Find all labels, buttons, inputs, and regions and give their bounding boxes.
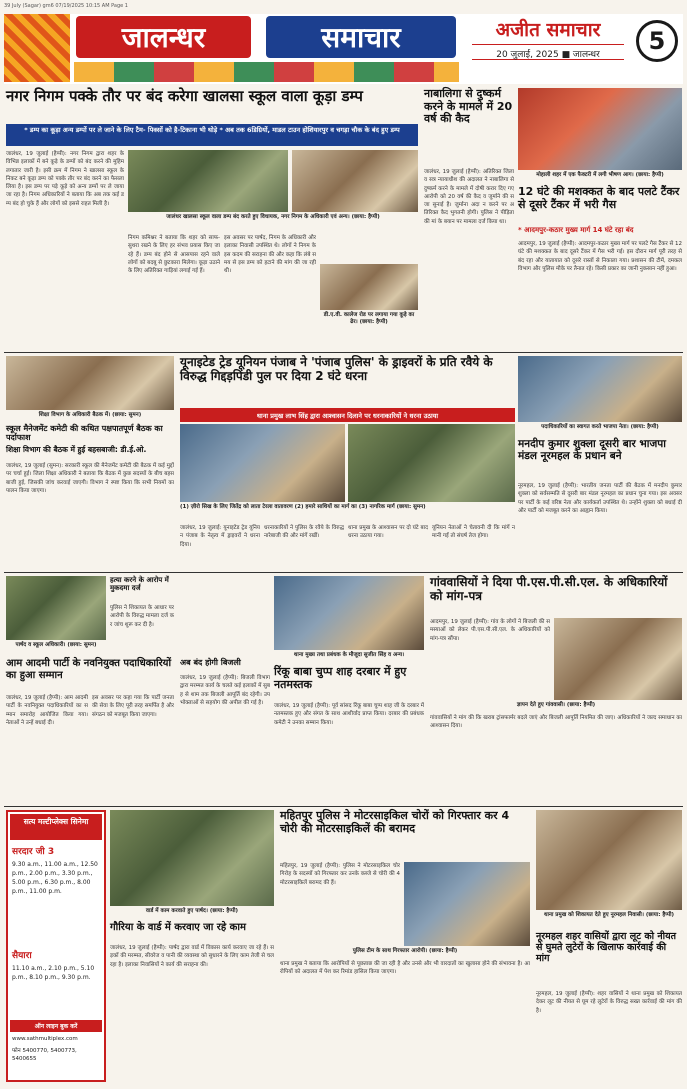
rinku-body: जालंधर, 19 जुलाई (हैप्पी): पूर्व सांसद रिंकू बाबा चुप्प शाह जी के दरबार में नतमस्तक हुए और संगत के साथ आशीर्वाद प्राप्त किया। दरबार की प्रबंधक कमेटी ने उनका सम्मान किया। bbox=[274, 703, 424, 726]
masthead-color-strip bbox=[74, 62, 459, 82]
paper-name: अजीत समाचार bbox=[495, 19, 601, 41]
cinema-advert bbox=[6, 810, 106, 1082]
sports-photo bbox=[6, 576, 106, 640]
lead-subhead: * डम्प का कूड़ा अन्य डम्पों पर ले जाने के लिए टैम- पिक्सों को है-टिकाना भी थोड़े * अब तक 6डिग्रियों, माडल टाउन होशियारपुर व चगड़ा चौक के बंद हुए डम्प bbox=[6, 124, 418, 146]
section-divider bbox=[4, 352, 683, 353]
lead-body-col1: जालंधर, 19 जुलाई (हैप्पी): नगर निगम द्वारा शहर के विभिन्न इलाकों में बने कूड़े के डम्पों को बंद करने की मुहिम लगातार जारी है। इसी क्रम में निगम ने खालसा स्कूल के निकट बने कूड़ा डम्प को पक्के तौर पर बंद करने का फैसला लिया है। इस डम्प पर पड़े कूड़े को अन्य डम्पों पर ले जाया जा रहा है। निगम अधिकारियों ने बताया कि अब तक कई डम्प बंद हो चुके हैं और लोगों को इससे राहत मिली है। bbox=[6, 151, 124, 207]
masthead bbox=[4, 14, 683, 84]
unions-bar: थाना प्रमुख लाभ सिंह द्वारा आश्वासन दिलाने पर धरनाकारियों ने धरना उठाया bbox=[180, 408, 515, 422]
court-headline: नाबालिगा से दुष्कर्म करने के मामले में 20 वर्ष की कैद bbox=[424, 87, 513, 126]
school-headline: स्कूल मैनेजमेंट कमेटी की कथित पक्षपातपूर्ण बैठक का पर्दाफाश bbox=[6, 424, 163, 443]
noormahal-photo bbox=[536, 810, 682, 910]
section-divider-3 bbox=[4, 806, 683, 807]
fire-subhead: * आदमपुर-कठार मुख्य मार्ग 14 घंटे रहा बंद bbox=[518, 226, 634, 234]
power-headline: अब बंद होगी बिजली bbox=[180, 658, 241, 667]
dump-caption: डी.ए.वी. कालेज रोड पर लगाया गया कूड़े का ढेर। (छाया: हैप्पी) bbox=[323, 312, 415, 326]
unions-body-3: थाना प्रमुख के आश्वासन पर दो घंटे बाद धरना उठाया गया। bbox=[348, 525, 428, 540]
case-body: पुलिस ने शिकायत के आधार पर आरोपी के विरुद्ध मामला दर्ज कर जांच शुरू कर दी है। bbox=[110, 605, 174, 628]
case-headline: हत्या करने के आरोप में मुकदमा दर्ज bbox=[110, 576, 169, 593]
lead-photo-2 bbox=[292, 150, 418, 212]
villagers-photo bbox=[554, 618, 682, 700]
cinema-website[interactable]: www.sathmultiplex.com bbox=[12, 1036, 78, 1042]
gaushala-body: जालंधर, 19 जुलाई (हैप्पी): पार्षद द्वारा वार्ड में विकास कार्य करवाए जा रहे हैं। सड़कों की मरम्मत, सीवरेज व पानी की व्यवस्था को सुधारने के लिए काम तेजी से चल रहा है। इलाका निवासियों ने कार्य की सराहना की। bbox=[110, 945, 274, 968]
fire-body: आदमपुर, 19 जुलाई (हैप्पी): आदमपुर-कठार मुख्य मार्ग पर पलटे गैस टैंकर से 12 घंटे की मशक्कत के बाद दूसरे टैंकर में गैस भरी गई। इस दौरान मार्ग पूरी तरह से बंद रहा और यातायात को दूसरे रास्तों से निकाला गया। प्रशासन की टीमें, दमकल विभाग और पुलिस मौके पर तैनात रहे। किसी प्रकार का जानी नुकसान नहीं हुआ। bbox=[518, 241, 682, 272]
theft-caption: पुलिस टीम के साथ गिरफ्तार आरोपी। (छाया: हैप्पी) bbox=[352, 948, 458, 954]
villagers-caption: ज्ञापन देते हुए गांववासी। (छाया: हैप्पी) bbox=[516, 702, 596, 708]
rinku-caption: थाना मुख्य तथा प्रबंधक के मौजूदा सुजीत सिंह व अन्य। bbox=[293, 652, 405, 658]
aap-headline: आम आदमी पार्टी के नवनियुक्त पदाधिकारियों का हुआ सम्मान bbox=[6, 658, 172, 681]
fire-caption: मोहाली शहर में एक फैक्टरी में लगी भीषण आग। (छाया: हैप्पी) bbox=[536, 172, 664, 178]
date-line: 20 जुलाई, 2025 ■ जालन्धर bbox=[472, 44, 624, 60]
rinku-photo bbox=[274, 576, 424, 650]
masthead-ornament bbox=[4, 14, 70, 82]
print-slug: 39 July (Sagar) gm6 07/19/2025 10:15 AM Page 1 bbox=[4, 3, 128, 9]
sports-caption: पार्षद व स्कूल अधिकारी। (छाया: सुमन) bbox=[15, 642, 97, 648]
theft-body: महितपुर, 19 जुलाई (हैप्पी): पुलिस ने मोटरसाइकिल चोर गिरोह के सदस्यों को गिरफ्तार कर उनके कब्जे से चोरी की 4 मोटरसाइकिलें बरामद की हैं। bbox=[280, 863, 400, 886]
villagers-body: आदमपुर, 19 जुलाई (हैप्पी): गांव के लोगों ने बिजली की समस्याओं को लेकर पी.एस.पी.सी.एल. के अधिकारियों को मांग-पत्र सौंपा। bbox=[430, 619, 550, 642]
unions-photo-1 bbox=[180, 424, 345, 502]
court-body: जालंधर, 19 जुलाई (हैप्पी): अतिरिक्त जिला व सत्र न्यायाधीश की अदालत ने नाबालिगा से दुष्कर्म करने के मामले में दोषी करार दिए गए आरोपी को 20 वर्ष की कैद व जुर्माने की सजा सुनाई है। जुर्माना अदा न करने पर अतिरिक्त कैद भुगतनी होगी। पुलिस ने पीड़िता की मां के बयान पर मामला दर्ज किया था। bbox=[424, 169, 514, 225]
lead-body-col2: निगम कमिश्नर ने बताया कि शहर को साफ-सुथरा रखने के लिए हर संभव प्रयास किए जा रहे हैं। डम्प बंद होने से आसपास रहने वाले लोगों को बदबू से छुटकारा मिलेगा। कूड़ा उठाने के लिए अतिरिक्त गाड़ियां लगाई गई हैं। bbox=[128, 235, 220, 274]
unions-body-2: धरनाकारियों ने पुलिस के रवैये के विरुद्ध नारेबाजी की और मांगें रखीं। bbox=[264, 525, 344, 540]
unions-headline: यूनाइटेड ट्रेड यूनियन पंजाब ने 'पंजाब पुलिस' के ड्राइवरों के प्रति रवैये के विरुद्ध गिद्दड़पिंडी पुल पर दिया 2 घंटे धरना bbox=[180, 355, 493, 383]
aap-body-2: इस अवसर पर कहा गया कि पार्टी जनता की सेवा के लिए पूरी तरह समर्पित है और संगठन को मजबूत किया जाएगा। bbox=[92, 695, 174, 718]
bjp-body: नूरमहल, 19 जुलाई (हैप्पी): भारतीय जनता पार्टी की बैठक में मनदीप कुमार शुक्ला को सर्वसम्मति से दूसरी बार मंडल नूरमहल का प्रधान चुना गया। इस अवसर पर पार्टी के कई वरिष्ठ नेता और कार्यकर्ता उपस्थित थे। उन्होंने शुक्ला को बधाई दी और पार्टी को मजबूत करने का आह्वान किया। bbox=[518, 483, 682, 514]
bjp-photo bbox=[518, 356, 682, 422]
masthead-title-left: जालन्धर bbox=[76, 16, 251, 58]
bjp-headline: मनदीप कुमार शुक्ला दूसरी बार भाजपा मंडल नूरमहल के प्रधान बने bbox=[518, 438, 666, 463]
villagers-headline: गांववासियों ने दिया पी.एस.पी.सी.एल. के अधिकारियों को मांग-पत्र bbox=[430, 575, 668, 603]
unions-photo-caption: (1) ज़ीरो सिख के लिए जितेंद्र को लाता टेरला वातावरण (2) हमारे साथियों का मार्ग का (3) नागरिक मार्ग (छाया: सुमन) bbox=[180, 504, 426, 510]
theft-headline: महितपुर पुलिस ने मोटरसाइकिल चोरों को गिरफ्तार कर 4 चोरी की मोटरसाइकिलें की बरामद bbox=[280, 809, 510, 835]
lead-photo bbox=[128, 150, 288, 212]
lead-headline: नगर निगम पक्के तौर पर बंद करेगा खालसा स्कूल वाला कूड़ा डम्प bbox=[6, 87, 363, 105]
cinema-phone: फोन 5400770, 5400773, 5400655 bbox=[12, 1048, 77, 1062]
villagers-body-2: गांववासियों ने मांग की कि खराब ट्रांसफार्मर बदले जाएं और बिजली आपूर्ति नियमित की जाए। अधिकारियों ने जल्द समाधान का आश्वासन दिया। bbox=[430, 715, 682, 730]
section-divider-2 bbox=[4, 572, 683, 573]
bjp-caption: पदाधिकारियों का स्वागत करते भाजपा नेता। (छाया: हैप्पी) bbox=[541, 424, 659, 430]
rinku-headline: रिंकू बाबा चुप्प शाह दरबार में हुए नतमस्तक bbox=[274, 665, 407, 691]
masthead-title-right: समाचार bbox=[266, 16, 456, 58]
noormahal-body: नूरमहल, 19 जुलाई (हैप्पी): शहर वासियों ने थाना प्रमुख को शिकायत देकर लूट की नीयत से घूम रहे लुटेरों के विरुद्ध सख्त कार्रवाई की मांग की है। bbox=[536, 991, 682, 1014]
movie-2-title: सैयारा bbox=[12, 951, 32, 961]
school-subhead: शिक्षा विभाग की बैठक में हुई बहसबाजी: डी.ई.ओ. bbox=[6, 445, 147, 454]
lead-body-col3: इस अवसर पर पार्षद, निगम के अधिकारी और इलाका निवासी उपस्थित थे। लोगों ने निगम के इस कदम की सराहना की और कहा कि लंबे समय से इस डम्प को हटाने की मांग की जा रही थी। bbox=[224, 235, 316, 274]
aap-body: जालंधर, 19 जुलाई (हैप्पी): आम आदमी पार्टी के नवनियुक्त पदाधिकारियों का सम्मान समारोह आयोजित किया गया। नेताओं ने उन्हें बधाई दी। bbox=[6, 695, 88, 726]
booking-label: ऑन लाइन बुक करें bbox=[10, 1020, 102, 1032]
cinema-title: सत्य मल्टीप्लेक्स सिनेमा bbox=[10, 814, 102, 840]
lead-caption: जालंधर खालसा स्कूल वाला डम्प बंद करते हुए विधायक, नगर निगम के अधिकारी एवं अन्य। (छाया: हैप्पी) bbox=[166, 214, 380, 220]
fire-headline: 12 घंटे की मशक्कत के बाद पलटे टैंकर से दूसरे टैंकर में भरी गैस bbox=[518, 185, 680, 211]
school-caption: शिक्षा विभाग के अधिकारी बैठक में। (छाया: सुमन) bbox=[38, 412, 142, 418]
unions-body-1: जालंधर, 19 जुलाई: यूनाइटेड ट्रेड यूनियन पंजाब के नेतृत्व में ड्राइवरों ने धरना दिया। bbox=[180, 525, 260, 548]
noormahal-caption: थाना प्रमुख को शिकायत देते हुए नूरमहल निवासी। (छाया: हैप्पी) bbox=[543, 912, 675, 918]
page-number: 5 bbox=[636, 20, 678, 62]
noormahal-headline: नूरमहल शहर वासियों द्वारा लूट को नीयत से घुमते लुटेरों के खिलाफ कार्रवाई की मांग bbox=[536, 931, 677, 964]
dump-photo bbox=[320, 264, 418, 310]
theft-body-2: थाना प्रमुख ने बताया कि आरोपियों से पूछताछ की जा रही है और उनसे और भी वारदातों का खुलासा होने की संभावना है। आरोपियों को अदालत में पेश कर रिमांड हासिल किया जाएगा। bbox=[280, 961, 530, 976]
movie-1-title: सरदार जी 3 bbox=[12, 847, 55, 857]
left-photo-top bbox=[6, 356, 174, 410]
gaushala-photo bbox=[110, 810, 274, 906]
theft-photo bbox=[404, 862, 530, 946]
movie-1-times: 9.30 a.m., 11.00 a.m., 12.50 p.m., 2.00 p.m., 3.30 p.m., 5.00 p.m., 6.30 p.m., 8.00 p.m., 11.00 p.m. bbox=[12, 861, 98, 895]
power-body: जालंधर, 19 जुलाई (हैप्पी): बिजली विभाग द्वारा मरम्मत कार्य के चलते कई इलाकों में सुबह से शाम तक बिजली आपूर्ति बंद रहेगी। उपभोक्ताओं से सहयोग की अपील की गई है। bbox=[180, 675, 270, 706]
gaushala-caption: वार्ड में काम करवाते हुए पार्षद। (छाया: हैप्पी) bbox=[145, 908, 239, 914]
school-body: जालंधर, 19 जुलाई (सुमन): सरकारी स्कूल की मैनेजमेंट कमेटी की बैठक में कई मुद्दों पर चर्चा हुई। जिला शिक्षा अधिकारी ने बताया कि बैठक में कुछ सदस्यों के बीच बहसबाजी हुई, जिसकी जांच करवाई जाएगी। विभाग ने स्पष्ट किया कि सभी नियमों का पालन किया जाएगा। bbox=[6, 463, 174, 494]
gaushala-headline: गौरिया के वार्ड में करवाए जा रहे काम bbox=[110, 922, 246, 933]
unions-body-4: यूनियन नेताओं ने चेतावनी दी कि मांगें न मानी गईं तो संघर्ष तेज होगा। bbox=[432, 525, 515, 540]
unions-photo-2 bbox=[348, 424, 515, 502]
fire-photo bbox=[518, 88, 682, 170]
movie-2-times: 11.10 a.m., 2.10 p.m., 5.10 p.m., 8.10 p.m., 9.30 p.m. bbox=[12, 965, 95, 981]
